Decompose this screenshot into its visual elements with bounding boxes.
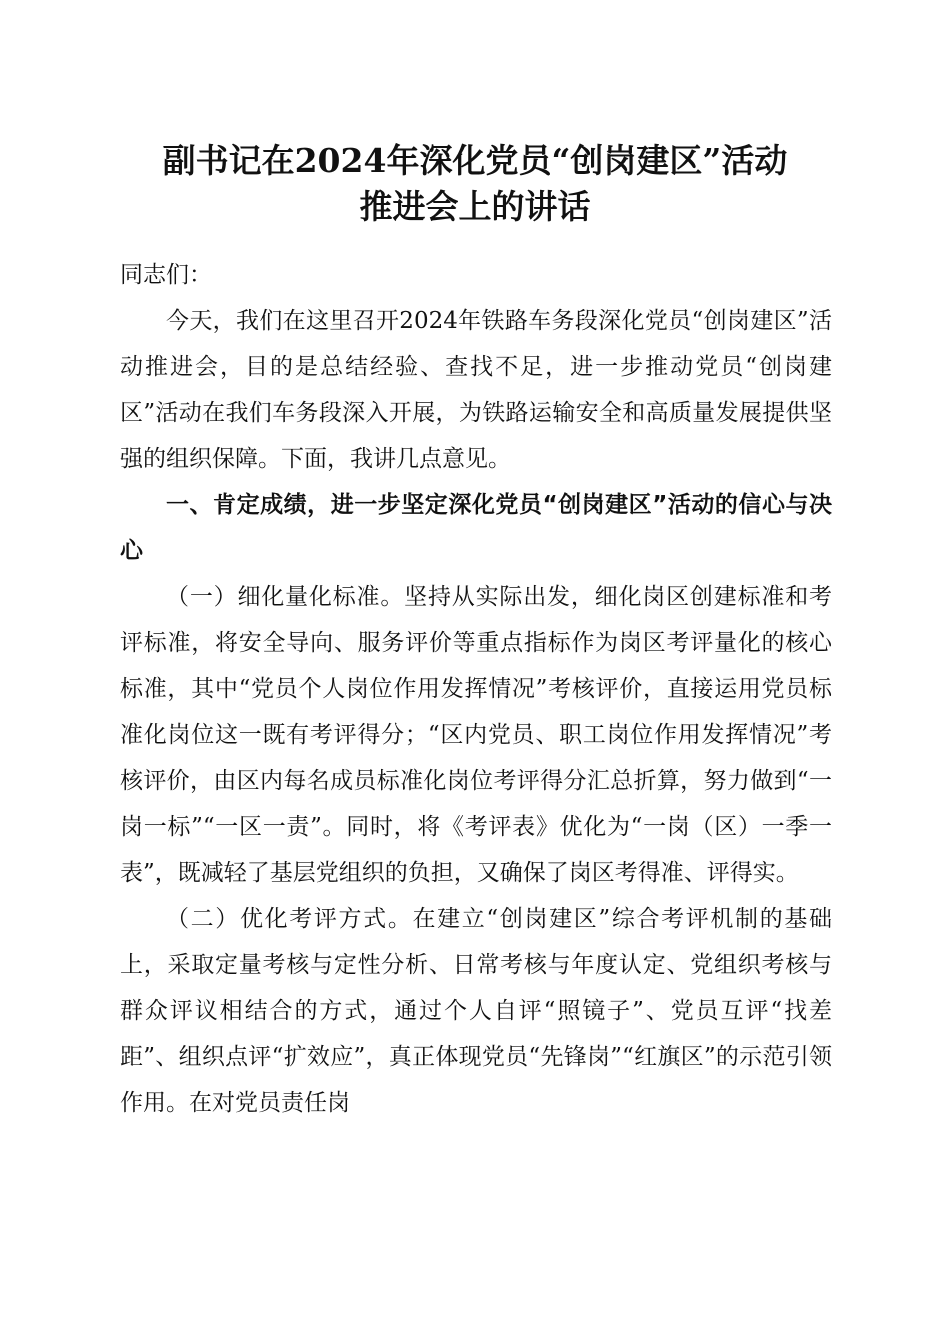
section-1-heading: 一、肯定成绩，进一步坚定深化党员“创岗建区”活动的信心与决心 <box>120 492 832 564</box>
subsection-2-label: （二）优化考评方式。 <box>166 906 413 932</box>
document-title-line-1: 副书记在2024年深化党员“创岗建区”活动 <box>162 141 788 180</box>
subsection-1-paragraph <box>120 574 832 896</box>
document-title-line-2: 推进会上的讲话 <box>359 187 591 226</box>
document-body <box>120 252 832 1126</box>
greeting: 同志们： <box>120 262 212 288</box>
subsection-2-paragraph <box>120 896 832 1126</box>
intro-paragraph: 今天，我们在这里召开2024年铁路车务段深化党员“创岗建区”活动推进会，目的是总结经验、查找不足，进一步推动党员“创岗建区”活动在我们车务段深入开展，为铁路运输安全和高质量发展提供坚强的组织保障。下面，我讲几点意见。 <box>120 308 832 472</box>
subsection-2-text: 在建立“创岗建区”综合考评机制的基础上，采取定量考核与定性分析、日常考核与年度认定、党组织考核与群众评议相结合的方式，通过个人自评“照镜子”、党员互评“找差距”、组织点评“扩效应”，真正体现党员“先锋岗”“红旗区”的示范引领作用。在对党员责任岗 <box>120 906 832 1116</box>
subsection-1-label: （一）细化量化标准。 <box>166 584 405 610</box>
subsection-1-text: 坚持从实际出发，细化岗区创建标准和考评标准，将安全导向、服务评价等重点指标作为岗区考评量化的核心标准，其中“党员个人岗位作用发挥情况”考核评价，直接运用党员标准化岗位这一既有考评得分；“区内党员、职工岗位作用发挥情况”考核评价，由区内每名成员标准化岗位考评得分汇总折算，努力做到“一岗一标”“一区一责”。同时，将《考评表》优化为“一岗（区）一季一表”，既减轻了基层党组织的负担，又确保了岗区考得准、评得实。 <box>120 584 833 886</box>
